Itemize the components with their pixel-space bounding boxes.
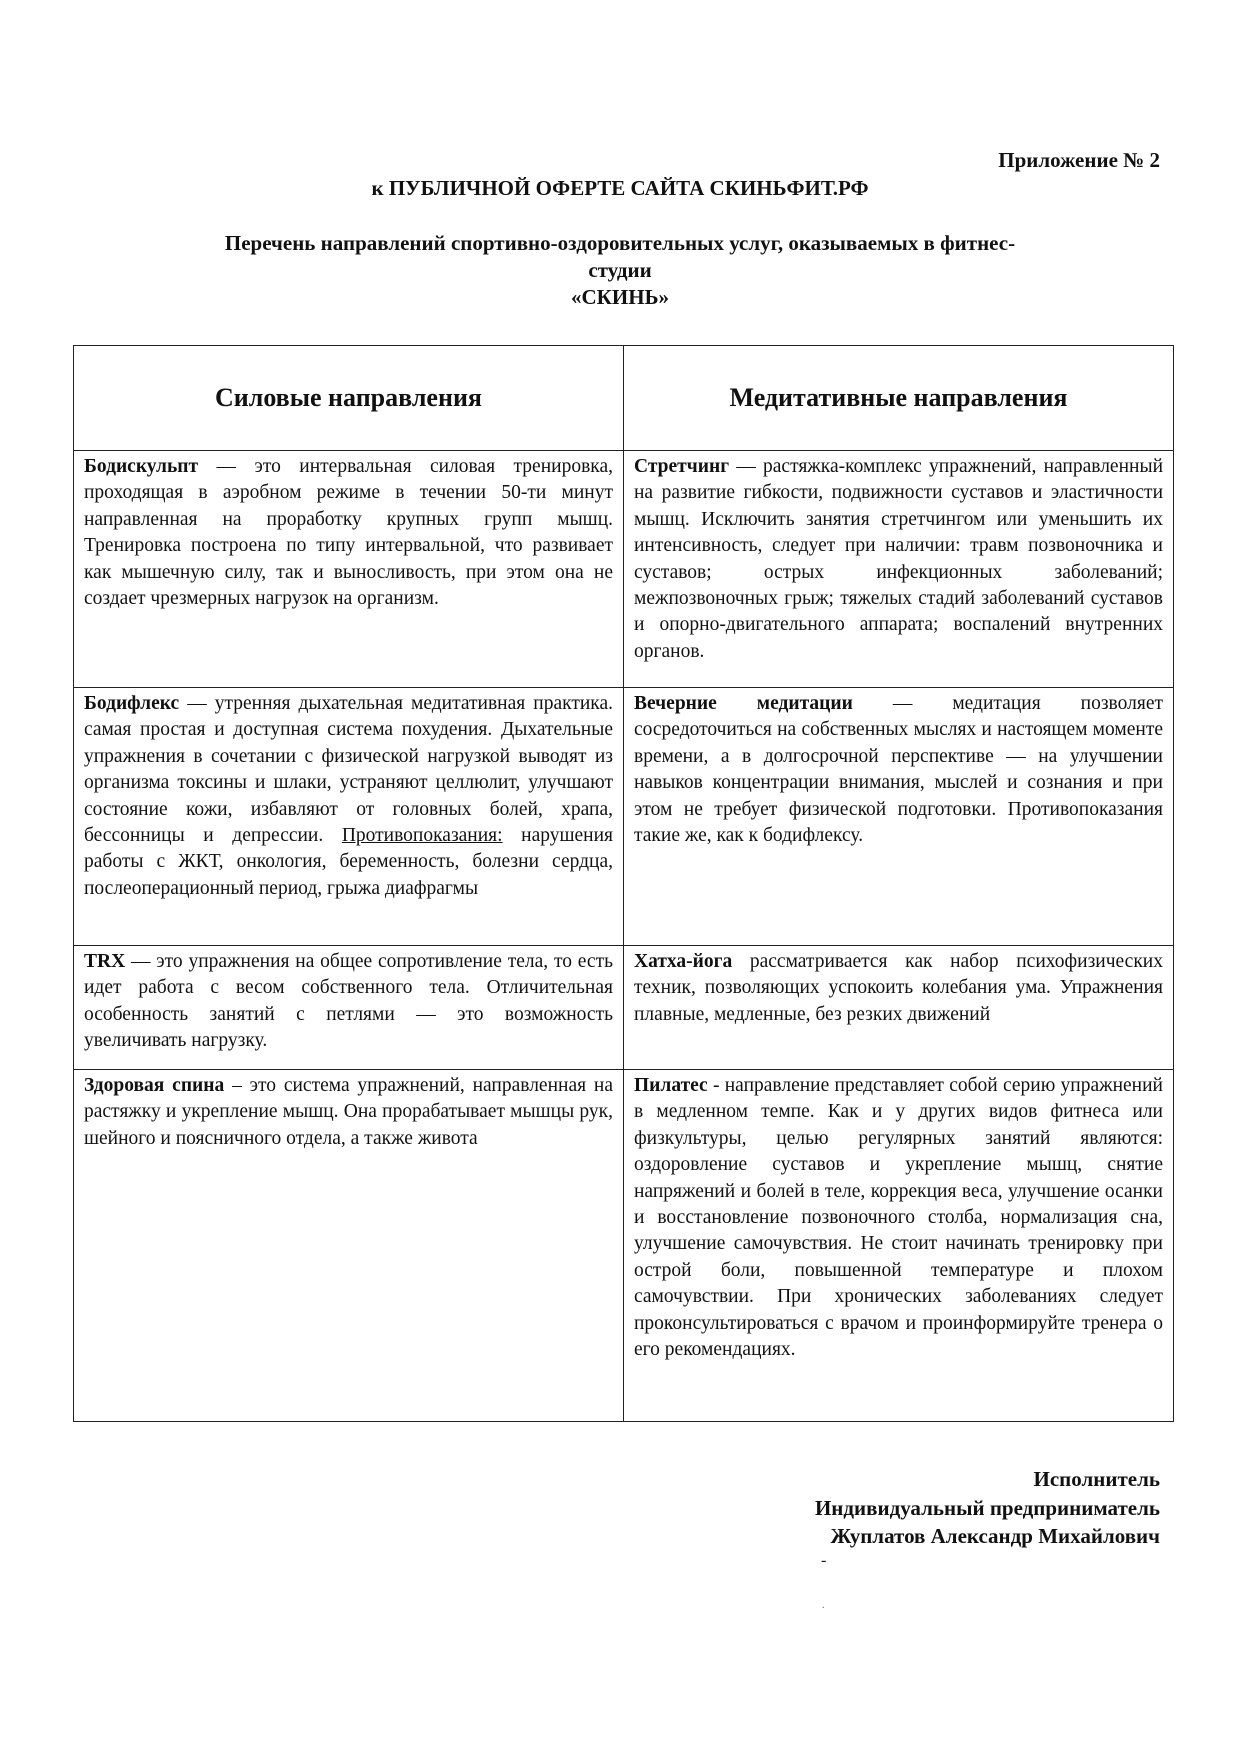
appendix-subtitle: к ПУБЛИЧНОЙ ОФЕРТЕ САЙТА СКИНЬФИТ.РФ — [371, 176, 869, 200]
term-evening-meditation: Вечерние медитации — [634, 693, 853, 714]
contraindications-bodyflex: нарушения работы с ЖКТ, онкология, беременность, болезни сердца, послеоперационный период, грыжа диафрагмы — [84, 825, 613, 899]
services-table — [73, 345, 1174, 1422]
appendix-number: Приложение № 2 — [998, 148, 1160, 172]
term-stretching: Стретчинг — [634, 456, 730, 477]
description-stretching: — растяжка-комплекс упражнений, направленный на развитие гибкости, подвижности суставов и эластичности мышц. Исключить занятия стретчингом или уменьшить их интенсивность, следует при наличии: травм позвоночника и суставов; острых инфекционных заболеваний; межпозвоночных грыж; тяжелых стадий заболеваний суставов и опорно-двигательного аппарата; воспалений внутренних органов. — [634, 456, 1163, 662]
bottom-dot: . — [822, 1600, 825, 1611]
term-bodyflex: Бодифлекс — [84, 693, 180, 714]
term-pilates: Пилатес — [634, 1075, 708, 1096]
document-title-line1: Перечень направлений спортивно-оздоровительных услуг, оказываемых в фитнес- — [224, 231, 1016, 255]
description-evening-meditation: — медитация позволяет сосредоточиться на собственных мыслях и настоящем моменте времени, а в долгосрочной перспективе — на улучшении навыков концентрации внимания, мыслей и сознания и при этом не требует физической подготовки. Противопоказания такие же, как к бодифлексу. — [634, 693, 1163, 847]
signature-name: Жуплатов Александр Михайлович — [830, 1524, 1160, 1548]
table-row — [74, 946, 1174, 1070]
table-row — [74, 1070, 1174, 1422]
description-bodysculpt: — это интервальная силовая тренировка, проходящая в аэробном режиме в течении 50-ти минут направленная на проработку крупных групп мышц. Тренировка построена по типу интервальной, что развивает как мышечную силу, так и выносливость, при этом она не создает чрезмерных нагрузок на организм. — [84, 456, 613, 610]
document-title-line2: студии — [588, 258, 652, 282]
signature-dash: - — [821, 1552, 827, 1569]
document-title-line3: «СКИНЬ» — [571, 285, 669, 309]
table-cell-pilates — [624, 1070, 1174, 1422]
table-cell-evening-meditation — [624, 688, 1174, 946]
contraindications-label: Противопоказания: — [341, 825, 503, 847]
column-header-strength: Силовые направления — [74, 346, 624, 451]
table-cell-stretching — [624, 451, 1174, 688]
column-header-meditative: Медитативные направления — [624, 346, 1174, 451]
table-cell-bodysculpt — [74, 451, 624, 688]
term-hatha-yoga: Хатха-йога — [634, 951, 733, 972]
signature-status: Индивидуальный предприниматель — [814, 1495, 1160, 1520]
table-cell-trx — [74, 946, 624, 1070]
table-cell-healthy-back — [74, 1070, 624, 1422]
term-bodysculpt: Бодискульпт — [84, 456, 199, 477]
table-header-row — [74, 346, 1174, 451]
description-pilates: - направление представляет собой серию упражнений в медленном темпе. Как и у других видов фитнеса или физкультуры, целью регулярных занятий являются: оздоровление суставов и укрепление мышц, снятие напряжений и болей в теле, коррекция веса, улучшение осанки и восстановление позвоночного столба, нормализация сна, улучшение самочувствия. Не стоит начинать тренировку при острой боли, повышенной температуре и плохом самочувствии. При хронических заболеваниях следует проконсультироваться с врачом и проинформируйте тренера о его рекомендациях. — [634, 1075, 1163, 1361]
description-hatha-yoga: рассматривается как набор психофизических техник, позволяющих успокоить колебания ума. Упражнения плавные, медленные, без резких движений — [634, 951, 1163, 1025]
signature-block — [815, 1465, 1160, 1551]
description-bodyflex: — утренняя дыхательная медитативная практика. самая простая и доступная система похудения. Дыхательные упражнения в сочетании с физической нагрузкой выводят из организма токсины и шлаки, устраняют целлюлит, улучшают состояние кожи, избавляют от головных болей, храпа, бессонницы и депрессии. — [84, 693, 613, 847]
table-row — [74, 451, 1174, 688]
description-healthy-back: – это система упражнений, направленная на растяжку и укрепление мышц. Она прорабатывает мышцы рук, шейного и поясничного отдела, а также живота — [84, 1075, 613, 1149]
table-row — [74, 688, 1174, 946]
table-cell-bodyflex — [74, 688, 624, 946]
term-healthy-back: Здоровая спина — [84, 1075, 225, 1096]
description-trx: — это упражнения на общее сопротивление тела, то есть идет работа с весом собственного тела. Отличительная особенность занятий с петлями — это возможность увеличивать нагрузку. — [84, 951, 613, 1052]
document-title — [130, 230, 1110, 311]
signature-role: Исполнитель — [1033, 1467, 1160, 1491]
term-trx: TRX — [84, 951, 126, 972]
table-cell-hatha-yoga — [624, 946, 1174, 1070]
